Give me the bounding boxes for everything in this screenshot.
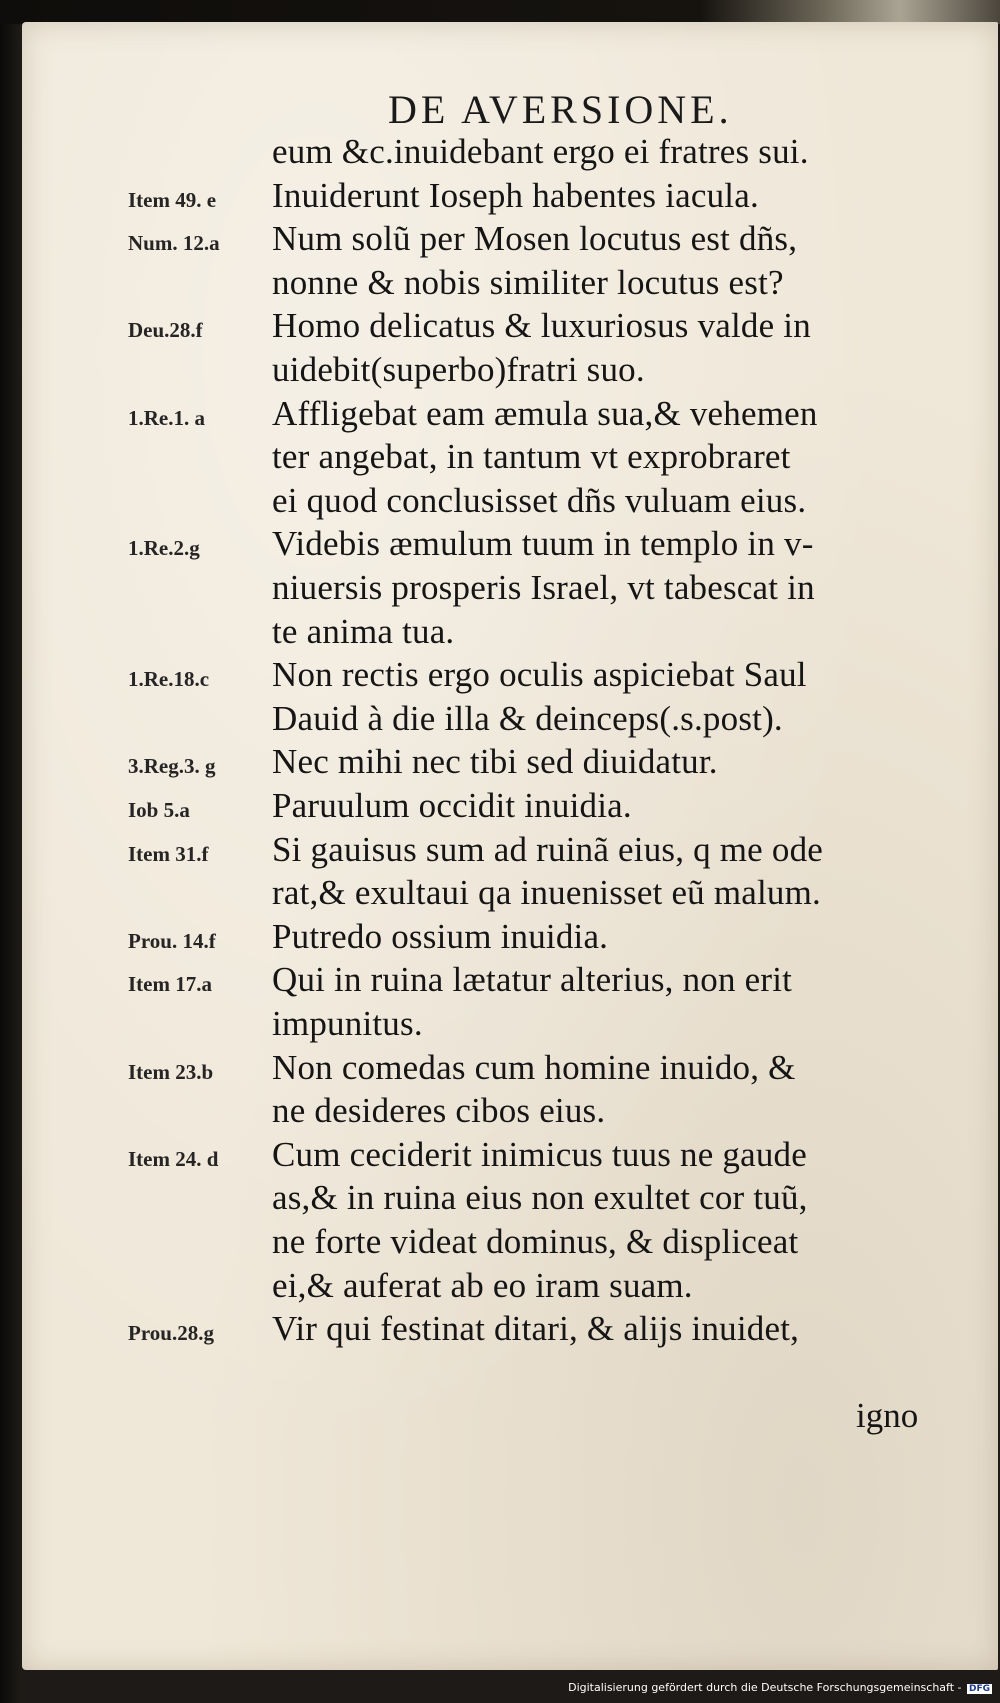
page-heading: DE AVERSIONE. bbox=[388, 87, 733, 132]
text-line: as,& in ruina eius non exultet cor tuũ, bbox=[272, 1178, 808, 1217]
text-line: rat,& exultaui qa inuenisset eũ malum. bbox=[272, 873, 821, 912]
text-line: eum &c.inuidebant ergo ei fratres sui. bbox=[272, 132, 809, 171]
text-line: Videbis æmulum tuum in templo in v- bbox=[272, 524, 814, 563]
margin-reference: 1.Re.1. a bbox=[128, 406, 205, 430]
text-line: uidebit(superbo)fratri suo. bbox=[272, 350, 645, 389]
text-line: impunitus. bbox=[272, 1004, 423, 1043]
credit-text: Digitalisierung gefördert durch die Deutsche Forschungsgemeinschaft - bbox=[568, 1681, 962, 1694]
text-line: Qui in ruina lætatur alterius, non erit bbox=[272, 960, 793, 999]
text-line: Vir qui festinat ditari, & alijs inuidet, bbox=[272, 1309, 800, 1348]
margin-reference: Item 23.b bbox=[128, 1060, 214, 1084]
text-line: Si gauisus sum ad ruinã eius, q me ode bbox=[272, 830, 824, 869]
text-line: Inuiderunt Ioseph habentes iacula. bbox=[272, 176, 759, 215]
margin-reference: Item 31.f bbox=[128, 842, 209, 866]
text-line: ne desideres cibos eius. bbox=[272, 1091, 606, 1130]
margin-reference: Deu.28.f bbox=[128, 318, 203, 342]
margin-reference: Item 24. d bbox=[128, 1147, 219, 1171]
margin-reference: 3.Reg.3. g bbox=[128, 754, 216, 778]
margin-reference: 1.Re.18.c bbox=[128, 667, 210, 691]
margin-reference: Prou. 14.f bbox=[128, 929, 216, 953]
text-line: niuersis prosperis Israel, vt tabescat in bbox=[272, 568, 815, 607]
text-line: Affligebat eam æmula sua,& vehemen bbox=[272, 394, 818, 433]
text-line: nonne & nobis similiter locutus est? bbox=[272, 263, 784, 302]
margin-reference: Item 17.a bbox=[128, 972, 212, 996]
text-line: ter angebat, in tantum vt exprobraret bbox=[272, 437, 791, 476]
text-line: Nec mihi nec tibi sed diuidatur. bbox=[272, 742, 718, 781]
text-line: te anima tua. bbox=[272, 612, 455, 651]
text-line: Non comedas cum homine inuido, & bbox=[272, 1048, 796, 1087]
margin-reference: Iob 5.a bbox=[128, 798, 190, 822]
margin-reference: 1.Re.2.g bbox=[128, 536, 200, 560]
text-line: Paruulum occidit inuidia. bbox=[272, 786, 632, 825]
text-line: ei,& auferat ab eo iram suam. bbox=[272, 1266, 693, 1305]
margin-reference: Item 49. e bbox=[128, 188, 217, 212]
book-edge bbox=[0, 0, 22, 1703]
dfg-logo: DFG bbox=[968, 1684, 990, 1694]
text-line: ne forte videat dominus, & displiceat bbox=[272, 1222, 799, 1261]
scan-top-strip bbox=[0, 0, 1000, 24]
text-line: ei quod conclusisset dñs vuluam eius. bbox=[272, 481, 807, 520]
text-line: Num solũ per Mosen locutus est dñs, bbox=[272, 219, 798, 258]
text-line: Cum ceciderit inimicus tuus ne gaude bbox=[272, 1135, 807, 1174]
text-line: Dauid à die illa & deinceps(.s.post). bbox=[272, 699, 783, 738]
digitization-credit bbox=[568, 1681, 992, 1694]
text-line: Putredo ossium inuidia. bbox=[272, 917, 609, 956]
margin-reference: Prou.28.g bbox=[128, 1321, 214, 1345]
margin-reference: Num. 12.a bbox=[128, 231, 220, 255]
catchword: igno bbox=[856, 1396, 919, 1435]
text-line: Non rectis ergo oculis aspiciebat Saul bbox=[272, 655, 807, 694]
text-line: Homo delicatus & luxuriosus valde in bbox=[272, 306, 811, 345]
